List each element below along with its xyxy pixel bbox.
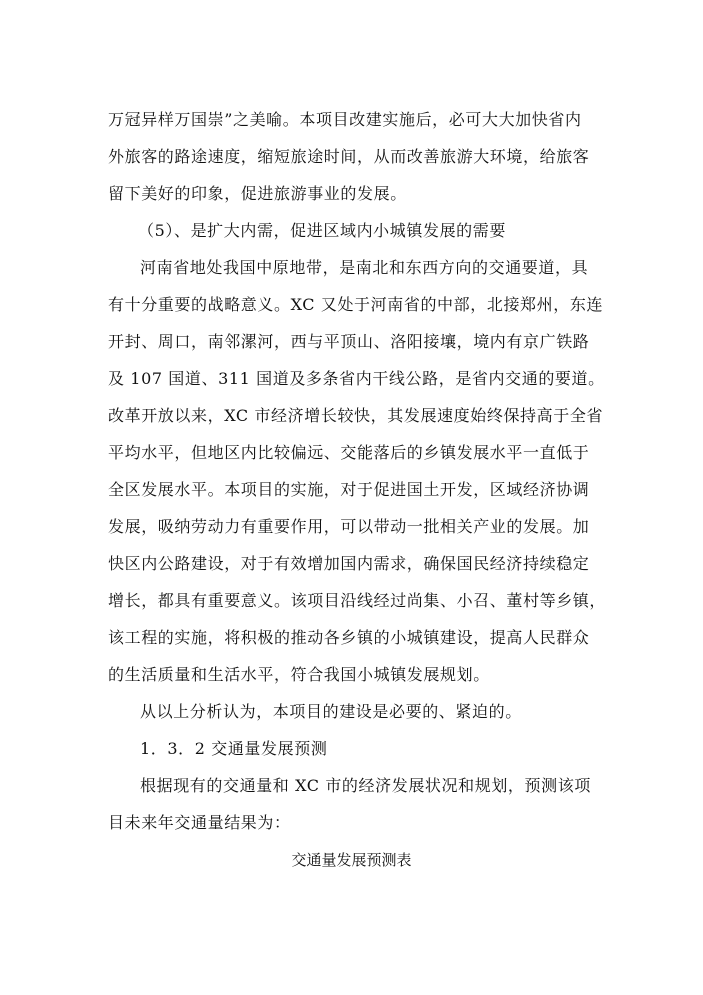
paragraph-line: 发展，吸纳劳动力有重要作用，可以带动一批相关产业的发展。加: [108, 517, 590, 536]
paragraph-line: 及 107 国道、311 国道及多条省内干线公路，是省内交通的要道。: [108, 369, 605, 388]
paragraph-line: 根据现有的交通量和 XC 市的经济发展状况和规划，预测该项: [140, 776, 591, 795]
section-heading: （5）、是扩大内需，促进区域内小城镇发展的需要: [138, 221, 506, 240]
paragraph-line: 河南省地处我国中原地带，是南北和东西方向的交通要道，具: [140, 258, 589, 277]
paragraph-line: 全区发展水平。本项目的实施，对于促进国土开发，区域经济协调: [108, 480, 590, 499]
paragraph-line: 万冠异样万国崇”之美喻。本项目改建实施后，必可大大加快省内: [108, 110, 582, 129]
paragraph-line: 有十分重要的战略意义。XC 又处于河南省的中部，北接郑州，东连: [108, 295, 604, 314]
paragraph-line: 该工程的实施，将积极的推动各乡镇的小城镇建设，提高人民群众: [108, 628, 590, 647]
paragraph-line: 从以上分析认为，本项目的建设是必要的、紧迫的。: [140, 702, 522, 721]
table-caption: 交通量发展预测表: [291, 851, 412, 869]
paragraph-line: 增长，都具有重要意义。该项目沿线经过尚集、小召、董村等乡镇，: [108, 591, 607, 610]
paragraph-line: 改革开放以来，XC 市经济增长较快，其发展速度始终保持高于全省: [108, 406, 604, 425]
paragraph-line: 平均水平，但地区内比较偏远、交能落后的乡镇发展水平一直低于: [108, 443, 590, 462]
paragraph-line: 的生活质量和生活水平，符合我国小城镇发展规划。: [108, 665, 490, 684]
paragraph-line: 目未来年交通量结果为：: [108, 813, 291, 832]
paragraph-line: 留下美好的印象，促进旅游事业的发展。: [108, 184, 407, 203]
paragraph-line: 开封、周口，南邻漯河，西与平顶山、洛阳接壤，境内有京广铁路: [108, 332, 590, 351]
paragraph-line: 外旅客的路途速度，缩短旅途时间，从而改善旅游大环境，给旅客: [108, 147, 590, 166]
subsection-heading: 1．3．2 交通量发展预测: [140, 739, 328, 758]
paragraph-line: 快区内公路建设，对于有效增加国内需求，确保国民经济持续稳定: [108, 554, 590, 573]
